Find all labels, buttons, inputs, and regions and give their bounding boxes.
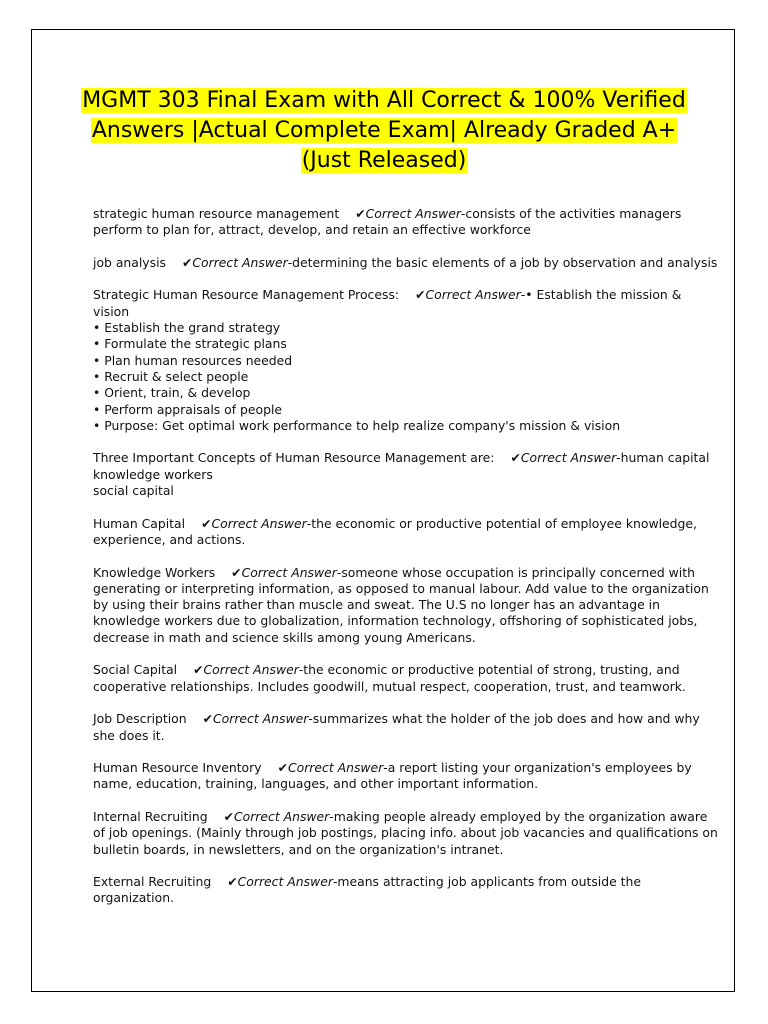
term-text: job analysis	[93, 254, 166, 270]
document-title	[60, 86, 708, 176]
answer-text: • Orient, train, & develop	[93, 385, 251, 401]
term-text: Human Capital	[93, 515, 186, 531]
checkmark-icon: ✔	[355, 206, 366, 221]
answer-text: -means attracting job applicants from outside the	[332, 874, 641, 890]
answer-line	[93, 353, 683, 369]
term-text: Strategic Human Resource Management Process:	[93, 287, 400, 303]
answer-line	[93, 890, 683, 906]
correct-answer-label: Correct Answer	[237, 874, 333, 890]
qa-first-line	[93, 287, 683, 303]
answer-line	[93, 320, 683, 336]
answer-line	[93, 402, 683, 418]
qa-first-line	[93, 450, 710, 466]
answer-text: -the economic or productive potential of strong, trusting, and	[298, 662, 680, 678]
qa-first-line	[93, 254, 718, 271]
answer-text: of job openings. (Mainly through job postings, placing info. about job vacancies and qualifications on	[93, 825, 718, 841]
answer-text: • Perform appraisals of people	[93, 401, 283, 417]
correct-answer-label: Correct Answer	[203, 662, 299, 678]
qa-entry	[93, 515, 697, 549]
answer-line	[93, 369, 683, 385]
title-line-2: Answers |Actual Complete Exam| Already Graded A+	[91, 118, 677, 143]
qa-entry	[93, 564, 709, 646]
checkmark-icon: ✔	[201, 515, 212, 531]
answer-text: cooperative relationships. Includes goodwill, mutual respect, cooperation, trust, and teamwork.	[93, 678, 686, 694]
checkmark-icon: ✔	[182, 254, 193, 270]
answer-text: • Purpose: Get optimal work performance to help realize company's mission & vision	[93, 417, 621, 433]
qa-entry	[93, 254, 718, 271]
answer-text: experience, and actions.	[93, 531, 246, 547]
answer-text: social capital	[93, 483, 174, 499]
correct-answer-label: Correct Answer	[213, 711, 309, 727]
qa-first-line	[93, 711, 700, 727]
answer-text: • Formulate the strategic plans	[93, 336, 287, 352]
term-text: strategic human resource management	[93, 206, 340, 221]
answer-text: bulletin boards, in newsletters, and on the organization's intranet.	[93, 841, 504, 857]
answer-text: -consists of the activities managers	[460, 206, 682, 221]
qa-first-line	[93, 515, 697, 532]
answer-text: -• Establish the mission &	[520, 287, 682, 303]
answer-text: • Recruit & select people	[93, 368, 249, 384]
correct-answer-label: Correct Answer	[520, 450, 617, 466]
checkmark-icon: ✔	[231, 564, 242, 580]
qa-entry	[93, 287, 683, 434]
correct-answer-label: Correct Answer	[211, 515, 307, 531]
qa-first-line	[93, 808, 708, 825]
qa-entry	[93, 662, 686, 695]
answer-text: knowledge workers due to globalization, information technology, offshoring of sophisticated jobs,	[93, 613, 698, 629]
checkmark-icon: ✔	[277, 760, 288, 776]
answer-line	[93, 776, 683, 792]
answer-text: -making people already employed by the organization aware	[329, 808, 708, 824]
checkmark-icon: ✔	[510, 450, 521, 466]
qa-first-line	[93, 874, 683, 890]
answer-line	[93, 336, 683, 352]
checkmark-icon: ✔	[193, 662, 204, 678]
answer-text: • Establish the grand strategy	[93, 320, 281, 336]
answer-text: decrease in math and science skills among young Americans.	[93, 629, 476, 645]
answer-line	[93, 304, 683, 320]
answer-line	[93, 630, 683, 646]
qa-entry	[93, 874, 683, 907]
term-text: Job Description	[93, 711, 187, 727]
term-text: Three Important Concepts of Human Resource Management are:	[93, 450, 495, 466]
title-line-3: (Just Released)	[301, 148, 467, 173]
checkmark-icon: ✔	[227, 874, 238, 890]
checkmark-icon: ✔	[202, 711, 213, 727]
qa-entry	[93, 711, 700, 744]
answer-text: -summarizes what the holder of the job does and how and why	[308, 711, 700, 727]
answer-text: knowledge workers	[93, 466, 213, 482]
qa-first-line	[93, 564, 695, 581]
answer-line	[93, 580, 709, 597]
answer-line	[93, 532, 683, 548]
answer-line	[93, 613, 698, 629]
correct-answer-label: Correct Answer	[233, 808, 330, 824]
answer-text: perform to plan for, attract, develop, and retain an effective workforce	[93, 222, 531, 238]
answer-text: she does it.	[93, 727, 165, 743]
term-text: Knowledge Workers	[93, 564, 216, 580]
qa-entry	[93, 760, 692, 793]
title-line-1: MGMT 303 Final Exam with All Correct & 100% Verified	[82, 88, 686, 113]
answer-line	[93, 483, 683, 499]
answer-line	[93, 467, 683, 483]
answer-line	[93, 728, 683, 744]
answer-text: by using their brains rather than muscle and sweat. The U.S no longer has an advantage in	[93, 597, 660, 613]
answer-text: -a report listing your organization's employees by	[383, 760, 692, 776]
term-text: Social Capital	[93, 662, 178, 678]
answer-text: -human capital	[616, 450, 710, 466]
answer-line	[93, 385, 683, 401]
answer-line	[93, 825, 718, 841]
answer-line	[93, 678, 686, 695]
correct-answer-label: Correct Answer	[192, 254, 288, 270]
qa-list	[93, 206, 718, 923]
answer-line	[93, 597, 683, 613]
answer-text: -someone whose occupation is principally concerned with	[336, 564, 695, 580]
qa-first-line	[93, 206, 683, 222]
correct-answer-label: Correct Answer	[241, 564, 337, 580]
term-text: Internal Recruiting	[93, 808, 208, 824]
answer-text: vision	[93, 303, 130, 319]
qa-entry	[93, 206, 683, 239]
answer-text: -the economic or productive potential of employee knowledge,	[306, 515, 697, 531]
term-text: Human Resource Inventory	[93, 760, 262, 776]
answer-line	[93, 418, 683, 434]
checkmark-icon: ✔	[415, 287, 426, 303]
correct-answer-label: Correct Answer	[425, 287, 521, 303]
qa-entry	[93, 808, 718, 858]
answer-line	[93, 222, 683, 238]
checkmark-icon: ✔	[223, 808, 234, 824]
qa-first-line	[93, 760, 692, 776]
answer-line	[93, 842, 683, 858]
answer-text: -determining the basic elements of a job by observation and analysis	[287, 254, 718, 270]
term-text: External Recruiting	[93, 874, 212, 890]
answer-text: organization.	[93, 890, 174, 906]
qa-entry	[93, 450, 710, 499]
answer-text: • Plan human resources needed	[93, 352, 293, 368]
answer-text: generating or interpreting information, as opposed to manual labour. Add value to the organization	[93, 580, 709, 596]
qa-first-line	[93, 662, 683, 678]
correct-answer-label: Correct Answer	[287, 760, 384, 776]
correct-answer-label: Correct Answer	[365, 206, 461, 221]
answer-text: name, education, training, languages, and other important information.	[93, 776, 539, 792]
